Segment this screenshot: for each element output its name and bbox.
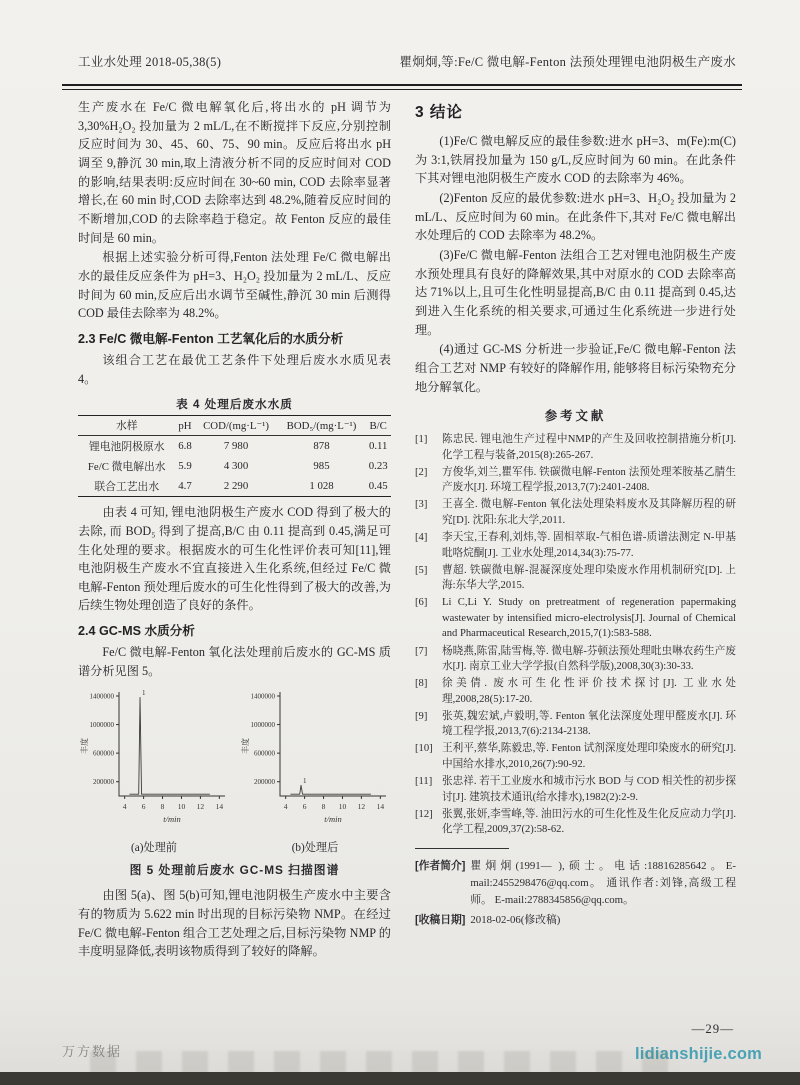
running-header (78, 52, 736, 70)
conclusion-2: (2)Fenton 反应的最优参数:进水 pH=3、H₂O₂ 投加量为 2 mL/L、反应时间为 60 min。在此条件下,其对 Fe/C 微电解出水处理后的 COD 去除率为 48.2%。 (415, 190, 736, 243)
svg-text:10: 10 (177, 802, 186, 812)
reference-text: 徐美倩. 废水可生化性评价技术探讨[J]. 工业水处理,2008,28(5):17-20. (442, 678, 736, 705)
cell-ph: 6.8 (178, 440, 192, 453)
reference-item (415, 676, 736, 707)
conclusion-1: (1)Fe/C 微电解反应的最佳参数:进水 pH=3、m(Fe):m(C)为 3:1,铁屑投加量为 150 g/L,反应时间为 60 min。在此条件下其对锂电池阴极生产废水 COD 的去除率为 46%。 (415, 134, 736, 186)
svg-text:1400000: 1400000 (250, 692, 275, 701)
table4-col-sample: 水样 (78, 416, 176, 436)
running-title: 瞿炯炯,等:Fe/C 微电解-Fenton 法预处理锂电池阴极生产废水 (399, 55, 736, 69)
author-bio-text: 瞿炯炯(1991— ),硕士。电话:18816285642。E-mail:2455298476@qq.com。 通讯作者:刘锋,高级工程师。 E-mail:2788345856@qq.com。 (470, 859, 736, 907)
svg-text:12: 12 (357, 802, 366, 812)
svg-text:6: 6 (141, 802, 146, 812)
website-link[interactable]: lidianshijie.com (635, 1045, 762, 1063)
svg-text:10: 10 (338, 802, 347, 812)
chart-block-b (239, 684, 391, 855)
reference-number: [1] (415, 434, 428, 446)
page-number: —29— (691, 1022, 734, 1036)
cell-bod: 985 (313, 460, 330, 473)
svg-text:4: 4 (283, 802, 288, 812)
chart-a-caption: (a)处理前 (131, 842, 177, 855)
reference-text: 张英,魏宏斌,卢毅明,等. Fenton 氧化法深度处理甲醛废水[J]. 环境工程学报,2013,7(6):2134-2138. (442, 710, 736, 738)
cell-cod: 2 290 (223, 480, 249, 493)
svg-text:1400000: 1400000 (89, 692, 114, 701)
two-column-body (78, 98, 736, 1025)
reference-number: [7] (415, 645, 428, 657)
svg-text:200000: 200000 (93, 778, 114, 787)
table4-header-row (78, 416, 391, 436)
reference-item (415, 595, 736, 642)
reference-number: [8] (415, 678, 428, 690)
reference-text: 方俊华,刘兰,瞿军伟. 铁碳微电解-Fenton 法预处理苯胺基乙腈生产废水[J]. 环境工程学报,2013,7(7):2401-2408. (442, 466, 736, 494)
svg-text:丰度: 丰度 (241, 738, 250, 755)
svg-text:200000: 200000 (254, 778, 275, 787)
wanfang-watermark: 万方数据 (62, 1044, 123, 1059)
received-date-text: 2018-02-06(修改稿) (470, 913, 561, 926)
table4-caption: 表 4 处理后废水水质 (176, 398, 293, 412)
reference-text: 张忠祥. 若干工业废水和城市污水 BOD 与 COD 相关性的初步探讨[J]. 建筑技术通讯(给水排水),1982(2):2-9. (442, 776, 736, 803)
cell-bod: 1 028 (309, 480, 334, 493)
reference-item (415, 432, 736, 463)
svg-text:4: 4 (122, 802, 127, 812)
svg-text:14: 14 (376, 802, 385, 812)
reference-number: [12] (415, 808, 433, 820)
svg-text:600000: 600000 (93, 750, 114, 759)
cell-sample: 联合工艺出水 (94, 480, 160, 493)
svg-text:1000000: 1000000 (250, 721, 275, 730)
figure5-caption: 图 5 处理前后废水 GC-MS 扫描图谱 (129, 863, 340, 878)
reference-number: [2] (415, 466, 428, 478)
svg-text:1000000: 1000000 (89, 721, 114, 730)
reference-item (415, 644, 736, 675)
svg-text:t/min: t/min (324, 814, 342, 825)
svg-text:8: 8 (160, 802, 165, 812)
cell-sample: 锂电池阴极原水 (88, 440, 165, 453)
reference-text: Li C,Li Y. Study on pretreatment of regeneration papermaking wastewater by intensified micro-electrolysis[J]. Journal of Chemical and Pharmaceutical Research,2015,7(1):583-588. (442, 597, 736, 640)
reference-item (415, 465, 736, 496)
paragraph-table4-discussion: 由表 4 可知, 锂电池阴极生产废水 COD 得到了极大的去除, 而 BOD₅ 得到了提高,B/C 由 0.11 提高到 0.45,满足可生化处理的要求。根据废水的可生化性评价表可知[11],锂电池阴极生产废水不宜直接进入生化系统,但经过 Fe/C 微电解-Fenton 预处理后废水的可生化性得到了极大的改善,为后续生物处理创造了良好的条件。 (78, 505, 391, 613)
svg-text:6: 6 (302, 802, 307, 812)
reference-number: [9] (415, 710, 428, 722)
cell-bc: 0.23 (368, 460, 388, 473)
table4-col-bod: BOD₅/(mg·L⁻¹) (278, 416, 366, 436)
section-2-3-heading: 2.3 Fe/C 微电解-Fenton 工艺氧化后的水质分析 (78, 331, 344, 346)
paragraph-table4-intro: 该组合工艺在最优工艺条件下处理后废水水质见表 4。 (78, 352, 391, 386)
cell-bc: 0.11 (368, 440, 388, 453)
author-bio (415, 858, 736, 910)
paragraph-fenton-time: 生产废水在 Fe/C 微电解氧化后,将出水的 pH 调节为 3,30%H₂O₂ 投加量为 2 mL/L,在不断搅拌下反应,分别控制反应时间为 30、45、60、75、90 min。反应后将出水 pH 调至 9,静沉 30 min,取上清液分析不同的反应时间对 COD 的影响,结果表明:反应时间在 30~60 min, COD 去除率显著增长,在 60 min 时,COD 去除率达到 48.2%,随着反应时间的不断增加,COD 的去除率趋于稳定。故 Fenton 反应的最佳时间是 60 min。 (78, 100, 391, 245)
reference-text: 陈忠民. 锂电池生产过程中NMP的产生及回收控制措施分析[J]. 化学工程与装备,2015(8):265-267. (442, 434, 736, 461)
reference-number: [5] (415, 564, 428, 576)
cell-bod: 878 (313, 440, 330, 453)
scan-artifact-strip (90, 1051, 680, 1073)
received-date (415, 912, 736, 929)
reference-number: [10] (415, 743, 433, 755)
scan-edge-band (0, 1072, 800, 1085)
right-column (415, 98, 736, 1025)
section-2-4-heading: 2.4 GC-MS 水质分析 (78, 624, 195, 639)
reference-text: 李天宝,王春利,刘炜,等. 固相萃取-气相色谱-质谱法测定 N-甲基吡咯烷酮[J]. 工业水处理,2014,34(3):75-77. (442, 532, 736, 559)
chromatogram-before-chart (78, 684, 230, 834)
reference-number: [4] (415, 532, 428, 544)
table-row (78, 476, 391, 497)
paragraph-gcms-intro: Fe/C 微电解-Fenton 氧化法处理前后废水的 GC-MS 质谱分析见图 5。 (78, 645, 391, 678)
cell-bc: 0.45 (368, 480, 388, 493)
header-double-rule (62, 84, 742, 90)
reference-item (415, 497, 736, 528)
reference-text: 曹超. 铁碳微电解-混凝深度处理印染废水作用机制研究[D]. 上海:东华大学,2015. (442, 564, 736, 592)
table-row (78, 456, 391, 476)
table-row (78, 436, 391, 457)
svg-text:600000: 600000 (254, 750, 275, 759)
cell-ph: 5.9 (178, 460, 192, 473)
left-column (78, 98, 391, 1025)
table4-col-bc: B/C (365, 416, 391, 436)
reference-item (415, 774, 736, 805)
reference-item (415, 563, 736, 594)
table4-water-quality (78, 415, 391, 497)
section-3-heading: 3 结论 (415, 104, 463, 121)
author-bio-label: [作者简介] (415, 859, 466, 872)
reference-text: 杨晓燕,陈雷,陆雪梅,等. 微电解-芬顿法预处理吡虫啉农药生产废水[J]. 南京工业大学学报(自然科学版),2008,30(3):30-33. (442, 645, 736, 673)
reference-text: 张翼,张妍,李雪峰,等. 油田污水的可生化性及生化反应动力学[J]. 化学工程,2009,37(2):58-62. (442, 808, 736, 836)
reference-text: 王喜全. 微电解-Fenton 氧化法处理染料废水及其降解历程的研究[D]. 沈阳:东北大学,2011. (442, 499, 736, 526)
svg-text:1: 1 (303, 777, 307, 786)
reference-item (415, 807, 736, 838)
paragraph-fenton-optimal: 根据上述实验分析可得,Fenton 法处理 Fe/C 微电解出水的最佳反应条件为 pH=3、H₂O₂ 投加量为 2 mL/L、反应时间为 60 min,反应后出水调节至碱性,静沉 30 min 后测得 COD 最佳去除率为 48.2%。 (78, 250, 391, 321)
chart-b-caption: (b)处理后 (291, 842, 339, 855)
conclusion-3: (3)Fe/C 微电解-Fenton 法组合工艺对锂电池阴极生产废水预处理具有良好的降解效果,其中对原水的 COD 去除率高达 71%以上,且可生化性明显提高,B/C 由 0.11 提高到 0.45,达到进入生化系统的相关要求,可通过生化系统进一步进行处理。 (415, 247, 736, 337)
reference-item (415, 741, 736, 772)
journal-issue: 工业水处理 2018-05,38(5) (78, 55, 222, 69)
svg-text:8: 8 (321, 802, 326, 812)
reference-number: [11] (415, 776, 433, 787)
svg-text:12: 12 (196, 802, 205, 812)
conclusion-4: (4)通过 GC-MS 分析进一步验证,Fe/C 微电解-Fenton 法组合工艺对 NMP 有较好的降解作用, 能够将目标污染物充分地分解氧化。 (415, 342, 736, 394)
footnote-rule (415, 848, 509, 849)
received-date-label: [收稿日期] (415, 913, 466, 926)
chart-block-a (78, 684, 230, 855)
reference-text: 王利平,蔡华,陈毅忠,等. Fenton 试剂深度处理印染废水的研究[J]. 中国给水排水,2010,26(7):90-92. (442, 743, 736, 770)
reference-number: [3] (415, 499, 428, 511)
cell-sample: Fe/C 微电解出水 (87, 460, 166, 473)
figure5-charts (78, 684, 391, 855)
chromatogram-after-chart (239, 684, 391, 834)
svg-text:丰度: 丰度 (80, 738, 89, 755)
cell-cod: 7 980 (223, 440, 249, 453)
svg-text:t/min: t/min (163, 814, 181, 825)
reference-number: [6] (415, 597, 428, 609)
table4-col-cod: COD/(mg·L⁻¹) (195, 416, 278, 436)
svg-text:14: 14 (215, 802, 224, 812)
reference-item (415, 530, 736, 561)
cell-cod: 4 300 (223, 460, 249, 473)
reference-item (415, 709, 736, 740)
table4-col-ph: pH (176, 416, 195, 436)
references-title: 参考文献 (544, 409, 607, 424)
svg-text:1: 1 (142, 689, 146, 698)
paragraph-gcms-discussion: 由图 5(a)、图 5(b)可知,锂电池阴极生产废水中主要含有的物质为 5.622 min 时出现的目标污染物 NMP。在经过 Fe/C 微电解-Fenton 组合工艺处理之后,目标污染物 NMP 的丰度明显降低,表明该物质得到了较好的降解。 (78, 888, 391, 959)
cell-ph: 4.7 (178, 480, 192, 493)
